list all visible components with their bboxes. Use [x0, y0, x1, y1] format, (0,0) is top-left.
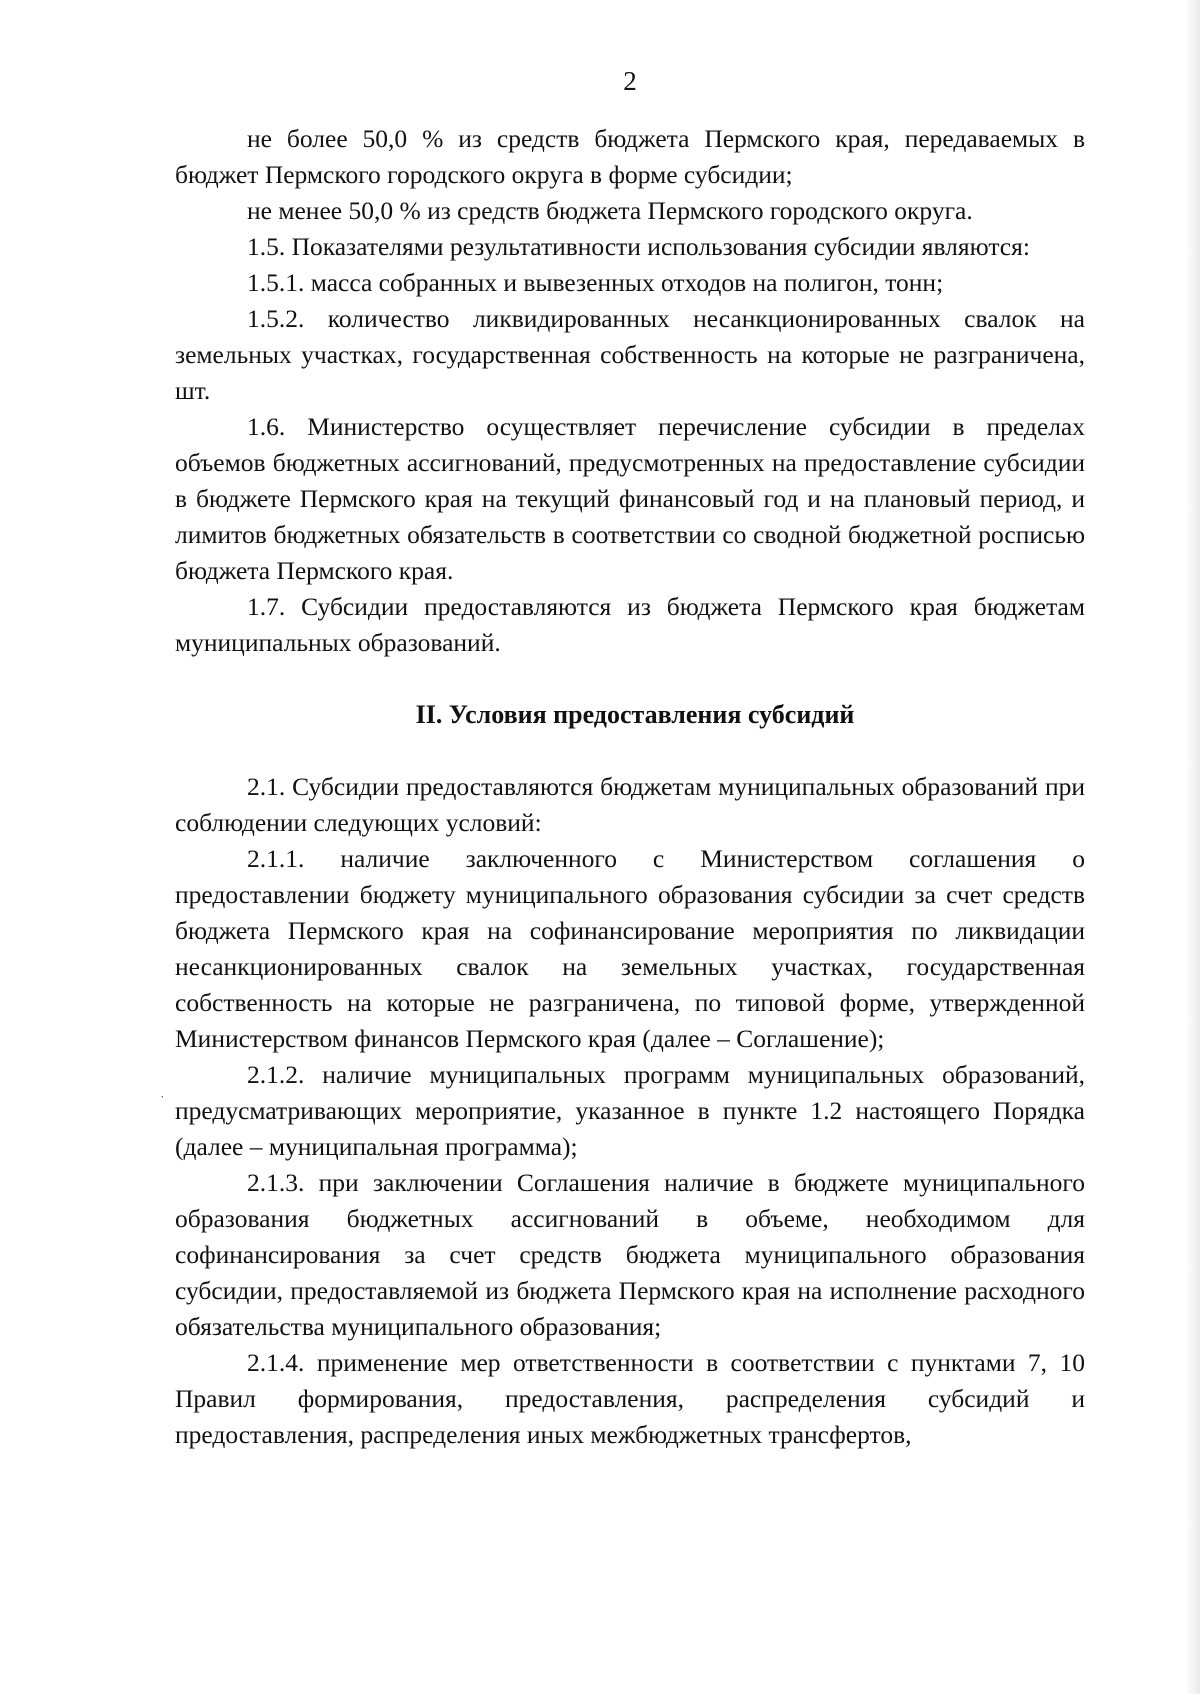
paragraph-2-1-3: 2.1.3. при заключении Соглашения наличие в бюджете муниципального образования бюджетных ассигнований в объеме, необходимом для софинансирования за счет средств бюджета муниципального образования субсидии, предоставляемой из бюджета Пермского края на исполнение расходного обязательства муниципального образования; [175, 1168, 1085, 1341]
paragraph-budget-share-city: не менее 50,0 % из средств бюджета Пермского городского округа. [247, 196, 973, 225]
document-body [175, 121, 1085, 1453]
paragraph-budget-share-region: не более 50,0 % из средств бюджета Пермского края, передаваемых в бюджет Пермского городского округа в форме субсидии; [175, 124, 1085, 189]
paragraph-1-5: 1.5. Показателями результативности использования субсидии являются: [247, 232, 1030, 261]
scan-speck: ˙ [160, 1094, 165, 1109]
paragraph-2-1-2: 2.1.2. наличие муниципальных программ муниципальных образований, предусматривающих мероприятие, указанное в пункте 1.2 настоящего Порядка (далее – муниципальная программа); [175, 1060, 1085, 1161]
paragraph-1-5-1: 1.5.1. масса собранных и вывезенных отходов на полигон, тонн; [247, 268, 944, 297]
paragraph-2-1: 2.1. Субсидии предоставляются бюджетам муниципальных образований при соблюдении следующих условий: [175, 772, 1085, 837]
page-edge-shadow [1186, 0, 1200, 1694]
paragraph-1-7: 1.7. Субсидии предоставляются из бюджета Пермского края бюджетам муниципальных образований. [175, 592, 1085, 657]
paragraph-2-1-1: 2.1.1. наличие заключенного с Министерством соглашения о предоставлении бюджету муниципального образования субсидии за счет средств бюджета Пермского края на софинансирование мероприятия по ликвидации несанкционированных свалок на земельных участках, государственная собственность на которые не разграничена, по типовой форме, утвержденной Министерством финансов Пермского края (далее – Соглашение); [175, 844, 1085, 1053]
paragraph-1-5-2: 1.5.2. количество ликвидированных несанкционированных свалок на земельных участках, государственная собственность на которые не разграничена, шт. [175, 304, 1085, 405]
paragraph-2-1-4: 2.1.4. применение мер ответственности в соответствии с пунктами 7, 10 Правил формирования, предоставления, распределения субсидий и предоставления, распределения иных межбюджетных трансфертов, [175, 1348, 1085, 1449]
paragraph-1-6: 1.6. Министерство осуществляет перечисление субсидии в пределах объемов бюджетных ассигнований, предусмотренных на предоставление субсидии в бюджете Пермского края на текущий финансовый год и на плановый период, и лимитов бюджетных обязательств в соответствии со сводной бюджетной росписью бюджета Пермского края. [175, 412, 1085, 585]
section-heading: II. Условия предоставления субсидий [415, 700, 855, 729]
page-number: 2 [623, 66, 637, 96]
